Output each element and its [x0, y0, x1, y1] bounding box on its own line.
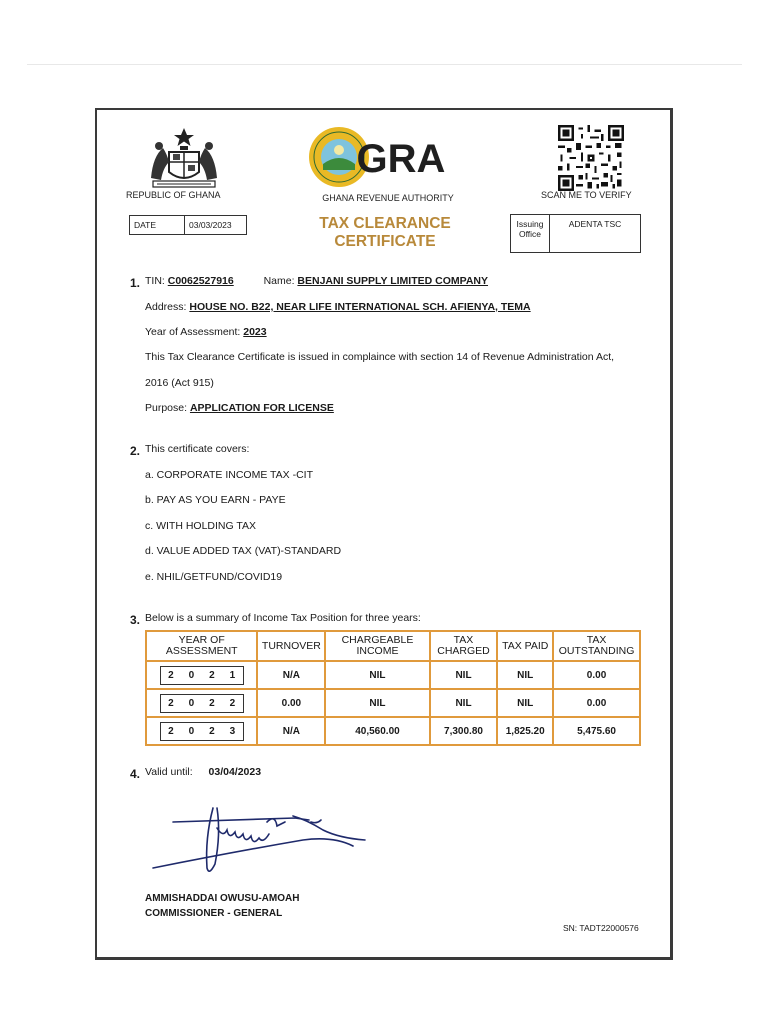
charged-cell: 7,300.80 — [430, 717, 498, 745]
coat-of-arms-icon — [145, 126, 223, 192]
column-header: TAX OUTSTANDING — [553, 631, 640, 661]
gra-label: GHANA REVENUE AUTHORITY — [322, 193, 454, 203]
summary-intro: Below is a summary of Income Tax Position for three years: — [145, 612, 421, 624]
gra-wordmark: GRA — [356, 137, 446, 181]
page-divider — [27, 64, 742, 65]
section-1-number: 1. — [130, 276, 141, 290]
section-4-number: 4. — [130, 767, 141, 781]
charged-cell: NIL — [430, 689, 498, 717]
valid-until-value: 03/04/2023 — [208, 766, 262, 778]
date-value: 03/03/2023 — [189, 220, 232, 230]
turnover-cell: 0.00 — [257, 689, 325, 717]
year-digits: 2 0 2 1 — [160, 666, 244, 685]
scan-label: SCAN ME TO VERIFY — [541, 190, 632, 200]
table-row — [146, 717, 640, 745]
purpose-value: APPLICATION FOR LICENSE — [189, 402, 334, 414]
purpose-line: Purpose: APPLICATION FOR LICENSE — [145, 402, 334, 414]
year-value: 2023 — [243, 326, 267, 338]
column-header: TURNOVER — [257, 631, 325, 661]
taxpayer-name: BENJANI SUPPLY LIMITED COMPANY — [297, 275, 489, 287]
signatory-name: AMMISHADDAI OWUSU-AMOAH — [145, 893, 300, 904]
column-header: TAX CHARGED — [430, 631, 498, 661]
signatory-title: COMMISSIONER - GENERAL — [145, 908, 283, 919]
paid-cell: NIL — [497, 689, 553, 717]
signature-image — [143, 798, 383, 886]
income-cell: NIL — [325, 661, 429, 689]
tin-line: TIN: C0062527916 Name: BENJANI SUPPLY LIMITED COMPANY — [145, 275, 489, 287]
compliance-line-1: This Tax Clearance Certificate is issued in complaince with section 14 of Revenue Administration Act, — [145, 351, 615, 363]
table-row — [146, 661, 640, 689]
year-digits: 2 0 2 3 — [160, 722, 244, 741]
section-3-number: 3. — [130, 613, 141, 627]
tin-value: C0062527916 — [167, 275, 234, 287]
paid-cell: 1,825.20 — [497, 717, 553, 745]
issuing-office-label: Issuing Office — [511, 215, 550, 252]
section-2-number: 2. — [130, 444, 141, 458]
issuing-office-value: ADENTA TSC — [568, 219, 622, 229]
address-value: HOUSE NO. B22, NEAR LIFE INTERNATIONAL SCH. AFIENYA, TEMA — [189, 301, 531, 313]
qr-code-icon[interactable] — [557, 125, 625, 191]
coverage-item: e. NHIL/GETFUND/COVID19 — [145, 571, 283, 583]
year-digits: 2 0 2 2 — [160, 694, 244, 713]
coverage-item: a. CORPORATE INCOME TAX -CIT — [145, 469, 314, 481]
title-line-2: CERTIFICATE — [334, 233, 436, 250]
outstanding-cell: 0.00 — [553, 689, 640, 717]
tax-clearance-certificate — [95, 108, 673, 960]
income-tax-summary-table — [145, 630, 641, 746]
table-header-row — [146, 631, 640, 661]
date-box — [129, 215, 247, 235]
column-header: YEAR OF ASSESSMENT — [146, 631, 257, 661]
certificate-title — [293, 215, 477, 251]
coverage-item: c. WITH HOLDING TAX — [145, 520, 257, 532]
year-line: Year of Assessment: 2023 — [145, 326, 267, 338]
serial-number: SN: TADT22000576 — [563, 923, 639, 933]
income-cell: NIL — [325, 689, 429, 717]
gra-logo — [301, 126, 481, 192]
date-label: DATE — [130, 216, 185, 234]
coverage-item: d. VALUE ADDED TAX (VAT)-STANDARD — [145, 545, 342, 557]
table-row — [146, 689, 640, 717]
column-header: CHARGEABLE INCOME — [325, 631, 429, 661]
address-line: Address: HOUSE NO. B22, NEAR LIFE INTERNATIONAL SCH. AFIENYA, TEMA — [145, 301, 531, 313]
charged-cell: NIL — [430, 661, 498, 689]
turnover-cell: N/A — [257, 717, 325, 745]
paid-cell: NIL — [497, 661, 553, 689]
outstanding-cell: 5,475.60 — [553, 717, 640, 745]
coverage-intro: This certificate covers: — [145, 443, 250, 455]
outstanding-cell: 0.00 — [553, 661, 640, 689]
valid-until-line: Valid until: 03/04/2023 — [145, 766, 262, 778]
income-cell: 40,560.00 — [325, 717, 429, 745]
column-header: TAX PAID — [497, 631, 553, 661]
issuing-office-box — [510, 214, 641, 253]
republic-label: REPUBLIC OF GHANA — [126, 190, 221, 200]
title-line-1: TAX CLEARANCE — [319, 215, 451, 232]
compliance-line-2: 2016 (Act 915) — [145, 377, 214, 389]
coverage-item: b. PAY AS YOU EARN - PAYE — [145, 494, 286, 506]
turnover-cell: N/A — [257, 661, 325, 689]
